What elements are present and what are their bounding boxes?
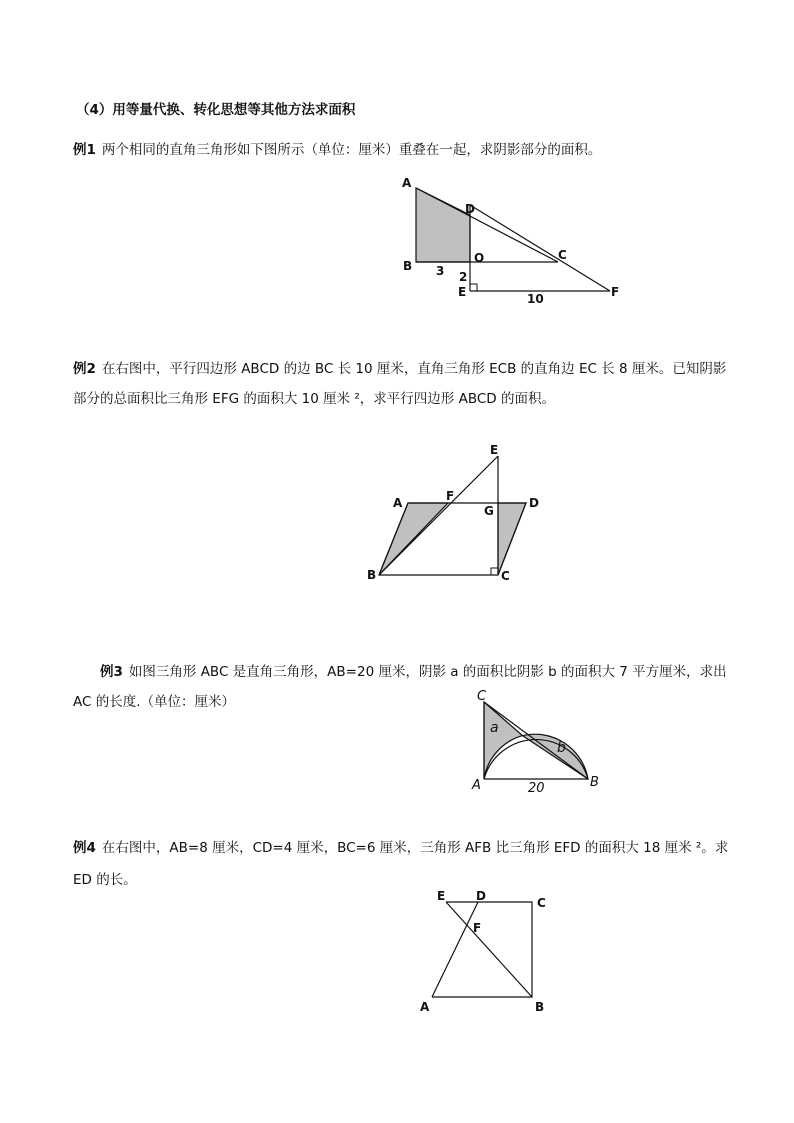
point-c-label: C xyxy=(501,569,510,583)
shaded-quadrilateral xyxy=(416,188,470,262)
point-f-label: F xyxy=(611,285,620,299)
example-3-figure xyxy=(465,685,605,795)
point-b-label: B xyxy=(590,775,599,790)
example-4-line-2: ED 的长。 xyxy=(73,872,137,888)
example-2-line-1: 在右图中，平行四边形 ABCD 的边 BC 长 10 厘米，直角三角形 ECB 的直角边 EC 长 8 厘米。已知阴影 xyxy=(101,361,727,377)
example-1-figure xyxy=(395,170,630,310)
segment-ad xyxy=(432,902,478,997)
length-10-label: 10 xyxy=(527,292,544,306)
trapezoid-dcba-outline xyxy=(432,902,532,997)
example-3-label: 例3 xyxy=(100,664,123,680)
point-a-label: A xyxy=(402,176,412,190)
hypotenuse-df xyxy=(470,205,610,291)
example-4-line-1: 在右图中，AB=8 厘米，CD=4 厘米，BC=6 厘米，三角形 AFB 比三角形 EFD 的面积大 18 厘米 ²。求 xyxy=(101,840,729,856)
point-f-label: F xyxy=(446,489,455,503)
length-3-label: 3 xyxy=(436,264,445,278)
right-angle-mark xyxy=(470,284,477,291)
point-b-label: B xyxy=(367,568,377,582)
right-angle-mark xyxy=(491,568,498,575)
point-e-label: E xyxy=(490,443,499,457)
example-4-text-line-1 xyxy=(73,834,728,862)
point-c-label: C xyxy=(477,689,487,704)
example-2-figure xyxy=(360,440,550,590)
point-a-label: A xyxy=(393,496,403,510)
example-2-text-line-1 xyxy=(73,355,726,383)
point-c-label: C xyxy=(537,896,546,910)
example-1-line-1: 两个相同的直角三角形如下图所示（单位：厘米）重叠在一起，求阴影部分的面积。 xyxy=(101,142,602,158)
line-be xyxy=(379,456,498,575)
point-d-label: D xyxy=(465,202,475,216)
example-2-label: 例2 xyxy=(73,361,96,377)
point-g-label: G xyxy=(484,504,494,518)
length-2-label: 2 xyxy=(459,270,468,284)
point-b-label: B xyxy=(535,1000,545,1014)
point-e-label: E xyxy=(458,285,467,299)
point-f-label: F xyxy=(473,921,482,935)
example-3-line-2: AC 的长度.（单位：厘米） xyxy=(73,694,236,710)
length-20-label: 20 xyxy=(528,781,545,796)
example-3-line-1: 如图三角形 ABC 是直角三角形，AB=20 厘米，阴影 a 的面积比阴影 b 的面积大 7 平方厘米，求出 xyxy=(128,664,727,680)
example-4-label: 例4 xyxy=(73,840,96,856)
point-e-label: E xyxy=(437,889,446,903)
point-a-label: A xyxy=(472,778,481,793)
region-b-label: b xyxy=(557,740,566,756)
region-a-label: a xyxy=(490,720,499,736)
section-title: （4）用等量代换、转化思想等其他方法求面积 xyxy=(76,102,356,118)
point-b-label: B xyxy=(403,259,413,273)
point-d-label: D xyxy=(529,496,539,510)
example-2-line-2: 部分的总面积比三角形 EFG 的面积大 10 厘米 ²，求平行四边形 ABCD 的面积。 xyxy=(73,391,555,407)
point-o-label: O xyxy=(474,251,485,265)
example-4-figure xyxy=(415,885,555,1015)
point-c-label: C xyxy=(558,248,567,262)
example-1-text xyxy=(73,136,601,164)
point-a-label: A xyxy=(420,1000,430,1014)
example-1-label: 例1 xyxy=(73,142,96,158)
example-3-text-line-1 xyxy=(100,658,727,686)
segment-eb xyxy=(446,902,532,997)
shaded-region-a xyxy=(484,702,523,779)
point-d-label: D xyxy=(476,889,486,903)
